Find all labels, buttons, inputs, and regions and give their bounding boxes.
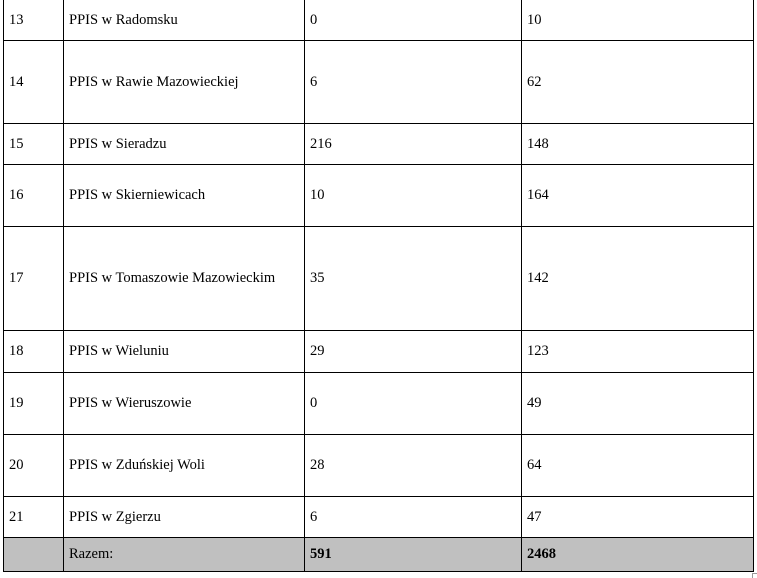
row-number-cell: 13	[4, 0, 64, 41]
value-cell-col3: 6	[305, 41, 522, 124]
institution-name-cell: PPIS w Tomaszowie Mazowieckim	[64, 227, 305, 331]
value-cell-col4: 47	[522, 497, 754, 538]
table-row	[4, 373, 754, 435]
value-cell-col3: 6	[305, 497, 522, 538]
table-row	[4, 435, 754, 497]
institution-name-cell: PPIS w Radomsku	[64, 0, 305, 41]
table-row	[4, 165, 754, 227]
value-cell-col4: 123	[522, 331, 754, 373]
total-value-col3: 591	[305, 538, 522, 572]
table-row	[4, 41, 754, 124]
institution-name-cell: PPIS w Wieruszowie	[64, 373, 305, 435]
row-number-cell: 21	[4, 497, 64, 538]
value-cell-col4: 49	[522, 373, 754, 435]
row-number-cell: 17	[4, 227, 64, 331]
row-number-cell: 14	[4, 41, 64, 124]
value-cell-col3: 35	[305, 227, 522, 331]
value-cell-col3: 0	[305, 373, 522, 435]
value-cell-col3: 29	[305, 331, 522, 373]
page-corner-mark	[752, 573, 757, 578]
value-cell-col3: 0	[305, 0, 522, 41]
value-cell-col4: 148	[522, 124, 754, 165]
value-cell-col4: 142	[522, 227, 754, 331]
value-cell-col3: 28	[305, 435, 522, 497]
row-number-cell: 19	[4, 373, 64, 435]
table-row	[4, 331, 754, 373]
value-cell-col3: 216	[305, 124, 522, 165]
table-row	[4, 497, 754, 538]
value-cell-col4: 10	[522, 0, 754, 41]
institution-name-cell: PPIS w Sieradzu	[64, 124, 305, 165]
institution-name-cell: PPIS w Rawie Mazowieckiej	[64, 41, 305, 124]
institution-name-cell: PPIS w Skierniewicach	[64, 165, 305, 227]
value-cell-col4: 164	[522, 165, 754, 227]
value-cell-col3: 10	[305, 165, 522, 227]
table-row	[4, 227, 754, 331]
total-row	[4, 538, 754, 572]
table-row	[4, 0, 754, 41]
total-label-cell: Razem:	[64, 538, 305, 572]
data-table	[3, 0, 754, 572]
value-cell-col4: 64	[522, 435, 754, 497]
institution-name-cell: PPIS w Zgierzu	[64, 497, 305, 538]
total-empty-cell	[4, 538, 64, 572]
total-value-col4: 2468	[522, 538, 754, 572]
row-number-cell: 16	[4, 165, 64, 227]
table-row	[4, 124, 754, 165]
institution-name-cell: PPIS w Zduńskiej Woli	[64, 435, 305, 497]
value-cell-col4: 62	[522, 41, 754, 124]
row-number-cell: 18	[4, 331, 64, 373]
row-number-cell: 20	[4, 435, 64, 497]
row-number-cell: 15	[4, 124, 64, 165]
institution-name-cell: PPIS w Wieluniu	[64, 331, 305, 373]
